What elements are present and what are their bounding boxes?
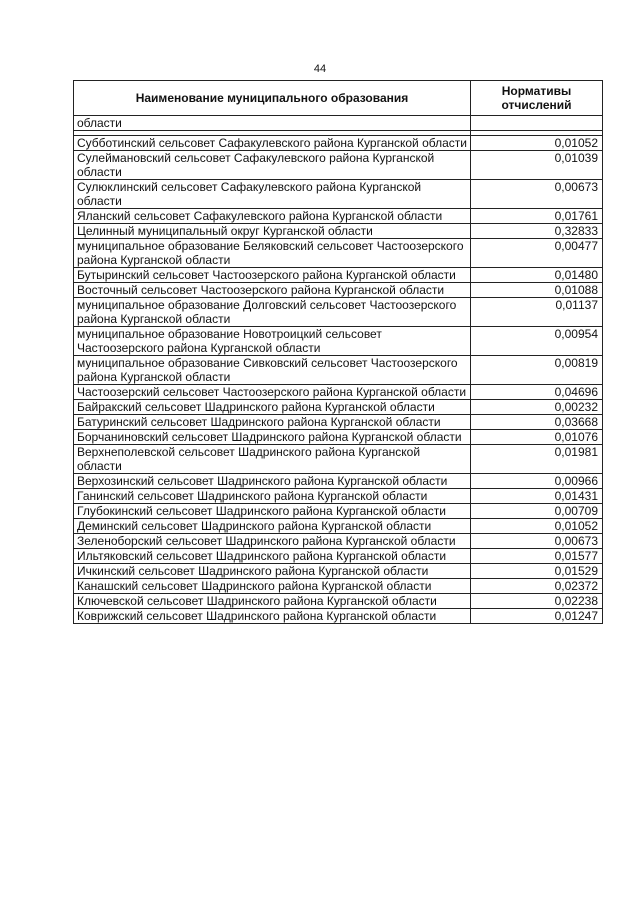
table-row <box>74 327 603 356</box>
municipality-name-cell: Яланский сельсовет Сафакулевского района Курганской области <box>74 209 471 224</box>
allocation-norm-cell: 0,01981 <box>471 445 603 474</box>
table-row <box>74 489 603 504</box>
allocation-norm-cell: 0,00819 <box>471 356 603 385</box>
table-row <box>74 579 603 594</box>
allocation-norm-cell: 0,02372 <box>471 579 603 594</box>
table-row <box>74 356 603 385</box>
municipality-name-cell: муниципальное образование Беляковский сельсовет Частоозерского района Курганской области <box>74 239 471 268</box>
allocation-norm-cell: 0,01761 <box>471 209 603 224</box>
allocation-norm-cell: 0,00966 <box>471 474 603 489</box>
allocation-norm-cell: 0,00477 <box>471 239 603 268</box>
municipality-name-cell: Ильтяковский сельсовет Шадринского района Курганской области <box>74 549 471 564</box>
table-row <box>74 298 603 327</box>
municipality-name-cell: Коврижский сельсовет Шадринского района Курганской области <box>74 609 471 624</box>
table-row <box>74 116 603 131</box>
allocation-norm-cell: 0,01480 <box>471 268 603 283</box>
allocation-norm-cell: 0,32833 <box>471 224 603 239</box>
municipality-name-cell: муниципальное образование Долговский сельсовет Частоозерского района Курганской области <box>74 298 471 327</box>
table-body <box>74 116 603 624</box>
municipality-name-cell: Канашский сельсовет Шадринского района Курганской области <box>74 579 471 594</box>
allocation-norm-cell: 0,01076 <box>471 430 603 445</box>
allocation-norm-cell: 0,01052 <box>471 136 603 151</box>
allocation-norm-cell: 0,01137 <box>471 298 603 327</box>
municipality-name-cell: Байракский сельсовет Шадринского района Курганской области <box>74 400 471 415</box>
municipality-name-cell: Целинный муниципальный округ Курганской области <box>74 224 471 239</box>
municipality-name-cell: Верхнеполевской сельсовет Шадринского района Курганской области <box>74 445 471 474</box>
municipality-name-cell: Верхозинский сельсовет Шадринского района Курганской области <box>74 474 471 489</box>
table-row <box>74 239 603 268</box>
table-row <box>74 519 603 534</box>
table-row <box>74 283 603 298</box>
municipality-name-cell: Ключевской сельсовет Шадринского района Курганской области <box>74 594 471 609</box>
allocation-norm-cell: 0,04696 <box>471 385 603 400</box>
municipality-name-cell: Ичкинский сельсовет Шадринского района Курганской области <box>74 564 471 579</box>
table-row <box>74 151 603 180</box>
table-row <box>74 504 603 519</box>
allocation-norm-cell: 0,03668 <box>471 415 603 430</box>
table-row <box>74 180 603 209</box>
table-row <box>74 136 603 151</box>
allocation-norm-cell: 0,00673 <box>471 534 603 549</box>
municipality-name-cell: Батуринский сельсовет Шадринского района Курганской области <box>74 415 471 430</box>
allocation-norm-cell: 0,00954 <box>471 327 603 356</box>
allocation-norm-cell <box>471 116 603 131</box>
table-row <box>74 224 603 239</box>
municipality-name-cell: Зеленоборский сельсовет Шадринского района Курганской области <box>74 534 471 549</box>
table-row <box>74 534 603 549</box>
table-row <box>74 609 603 624</box>
allocation-norms-table <box>73 80 603 624</box>
table-row <box>74 268 603 283</box>
table-row <box>74 209 603 224</box>
allocation-norm-cell: 0,02238 <box>471 594 603 609</box>
municipality-name-cell: Глубокинский сельсовет Шадринского района Курганской области <box>74 504 471 519</box>
municipality-name-cell: муниципальное образование Сивковский сельсовет Частоозерского района Курганской области <box>74 356 471 385</box>
allocation-norm-cell: 0,00232 <box>471 400 603 415</box>
municipality-name-cell: Восточный сельсовет Частоозерского района Курганской области <box>74 283 471 298</box>
table-row <box>74 385 603 400</box>
table-row <box>74 400 603 415</box>
table-row <box>74 474 603 489</box>
header-municipality-name: Наименование муниципального образования <box>74 81 471 116</box>
allocation-norm-cell: 0,01431 <box>471 489 603 504</box>
page-number: 44 <box>313 63 327 75</box>
municipality-name-cell: Ганинский сельсовет Шадринского района Курганской области <box>74 489 471 504</box>
allocation-norm-cell: 0,01577 <box>471 549 603 564</box>
table-header-row <box>74 81 603 116</box>
allocation-norm-cell: 0,01052 <box>471 519 603 534</box>
header-allocation-norms: Нормативы отчислений <box>471 81 603 116</box>
municipality-name-cell: области <box>74 116 471 131</box>
municipality-name-cell: Бутыринский сельсовет Частоозерского района Курганской области <box>74 268 471 283</box>
table-row <box>74 445 603 474</box>
municipality-name-cell: Сулеймановский сельсовет Сафакулевского района Курганской области <box>74 151 471 180</box>
table-row <box>74 549 603 564</box>
allocation-norm-cell: 0,01529 <box>471 564 603 579</box>
table-row <box>74 594 603 609</box>
table-row <box>74 415 603 430</box>
municipality-name-cell: Частоозерский сельсовет Частоозерского района Курганской области <box>74 385 471 400</box>
allocation-norm-cell: 0,01088 <box>471 283 603 298</box>
allocation-norm-cell: 0,00709 <box>471 504 603 519</box>
municipality-name-cell: Деминский сельсовет Шадринского района Курганской области <box>74 519 471 534</box>
municipality-name-cell: Сулюклинский сельсовет Сафакулевского района Курганской области <box>74 180 471 209</box>
municipality-name-cell: муниципальное образование Новотроицкий сельсовет Частоозерского района Курганской области <box>74 327 471 356</box>
allocation-norm-cell: 0,01247 <box>471 609 603 624</box>
table-row <box>74 564 603 579</box>
table-row <box>74 430 603 445</box>
allocation-norm-cell: 0,01039 <box>471 151 603 180</box>
allocation-norm-cell: 0,00673 <box>471 180 603 209</box>
municipality-name-cell: Борчаниновский сельсовет Шадринского района Курганской области <box>74 430 471 445</box>
municipality-name-cell: Субботинский сельсовет Сафакулевского района Курганской области <box>74 136 471 151</box>
